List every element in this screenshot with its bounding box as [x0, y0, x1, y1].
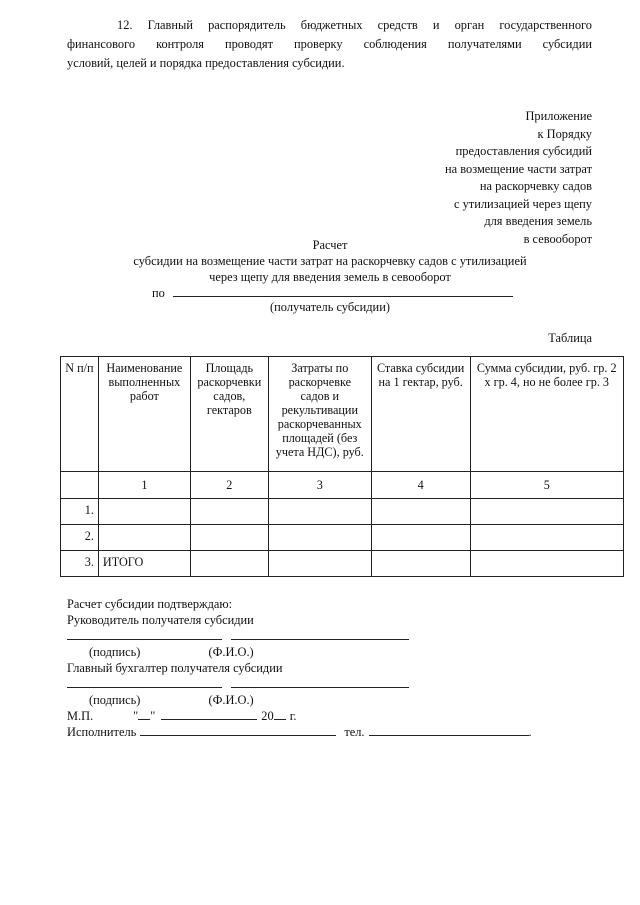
table-row	[61, 499, 624, 525]
accountant-signature-lines	[67, 676, 587, 692]
accountant-signature-field[interactable]	[67, 676, 222, 688]
row-costs-cell[interactable]	[268, 551, 371, 577]
appendix-heading	[445, 108, 592, 248]
row-sum-cell[interactable]	[470, 525, 624, 551]
date-year-suffix: г.	[289, 709, 297, 723]
stamp-date-line	[67, 708, 587, 724]
row-rate-cell[interactable]	[371, 525, 470, 551]
phone-label: тел.	[344, 725, 365, 739]
row-total-label: ИТОГО	[98, 551, 190, 577]
subsidy-table	[60, 356, 624, 577]
appendix-line: в севооборот	[523, 231, 592, 246]
paragraph-line: 12. Главный распорядитель бюджетных средств и орган государственного	[117, 18, 592, 32]
appendix-line: на возмещение части затрат	[445, 161, 592, 176]
fio-caption: (Ф.И.О.)	[208, 693, 254, 707]
row-area-cell[interactable]	[190, 551, 268, 577]
row-costs-cell[interactable]	[268, 525, 371, 551]
date-quote: "	[150, 709, 156, 723]
appendix-line: для введения земель	[484, 214, 592, 228]
calculation-title	[120, 237, 540, 285]
col-header-number: N п/п	[61, 357, 99, 472]
col-header-works: Наименование выполненных работ	[98, 357, 190, 472]
accountant-captions	[67, 692, 587, 708]
column-number: 2	[190, 472, 268, 499]
appendix-line: Приложение	[525, 109, 592, 123]
date-year-prefix: 20	[261, 709, 274, 723]
signature-caption: (подпись)	[89, 693, 141, 707]
table-label: Таблица	[548, 331, 592, 345]
column-number-row	[61, 472, 624, 499]
head-captions	[67, 644, 587, 660]
recipient-caption: (получатель субсидии)	[270, 300, 390, 314]
date-quote: "	[133, 709, 139, 723]
row-sum-cell[interactable]	[470, 551, 624, 577]
col-header-costs: Затраты по раскорчевке садов и рекультивации раскорчеванных площадей (без учета НДС), руб.	[268, 357, 371, 472]
col-header-sum: Сумма субсидии, руб. гр. 2 x гр. 4, но не более гр. 3	[470, 357, 624, 472]
row-index: 3.	[61, 551, 99, 577]
row-area-cell[interactable]	[190, 525, 268, 551]
appendix-line: с утилизацией через щепу	[454, 196, 592, 211]
date-year-field[interactable]	[274, 708, 286, 720]
date-month-field[interactable]	[161, 708, 257, 720]
row-rate-cell[interactable]	[371, 551, 470, 577]
calculation-title-line: Расчет	[312, 238, 348, 252]
row-index: 1.	[61, 499, 99, 525]
col-header-rate: Ставка субсидии на 1 гектар, руб.	[371, 357, 470, 472]
head-signature-lines	[67, 628, 587, 644]
head-signature-field[interactable]	[67, 628, 222, 640]
head-fio-field[interactable]	[231, 628, 409, 640]
phone-field[interactable]	[369, 724, 529, 736]
accountant-fio-field[interactable]	[231, 676, 409, 688]
executor-line	[67, 724, 587, 740]
fio-caption: (Ф.И.О.)	[208, 645, 254, 659]
column-number	[61, 472, 99, 499]
paragraph-line: финансового контроля проводят проверку соблюдения получателями субсидии	[67, 37, 592, 51]
appendix-line: к Порядку	[537, 126, 592, 141]
row-area-cell[interactable]	[190, 499, 268, 525]
row-rate-cell[interactable]	[371, 499, 470, 525]
signature-block	[67, 596, 587, 740]
accountant-title: Главный бухгалтер получателя субсидии	[67, 661, 283, 675]
row-sum-cell[interactable]	[470, 499, 624, 525]
end-dot: .	[528, 725, 532, 739]
executor-field[interactable]	[140, 724, 336, 736]
mp-label: М.П.	[67, 709, 94, 723]
recipient-line	[152, 286, 513, 301]
appendix-line: на раскорчевку садов	[479, 179, 592, 193]
recipient-field[interactable]	[173, 286, 513, 297]
po-label: по	[152, 286, 165, 300]
row-costs-cell[interactable]	[268, 499, 371, 525]
table-row-total	[61, 551, 624, 577]
column-number: 4	[371, 472, 470, 499]
column-number: 3	[268, 472, 371, 499]
paragraph-line: условий, целей и порядка предоставления субсидии.	[67, 56, 345, 70]
column-number: 1	[98, 472, 190, 499]
column-number: 5	[470, 472, 624, 499]
signature-caption: (подпись)	[89, 645, 141, 659]
confirm-label: Расчет субсидии подтверждаю:	[67, 597, 233, 611]
paragraph-12	[67, 16, 592, 73]
col-header-area: Площадь раскорчевки садов, гектаров	[190, 357, 268, 472]
table-row	[61, 525, 624, 551]
row-name-cell[interactable]	[98, 499, 190, 525]
appendix-line: предоставления субсидий	[455, 144, 592, 158]
date-day-field[interactable]	[138, 708, 150, 720]
row-index: 2.	[61, 525, 99, 551]
row-name-cell[interactable]	[98, 525, 190, 551]
executor-label: Исполнитель	[67, 725, 137, 739]
table-header-row	[61, 357, 624, 472]
calculation-title-line: субсидии на возмещение части затрат на раскорчевку садов с утилизацией	[133, 254, 527, 268]
head-title: Руководитель получателя субсидии	[67, 613, 254, 627]
calculation-title-line: через щепу для введения земель в севооборот	[209, 270, 451, 284]
